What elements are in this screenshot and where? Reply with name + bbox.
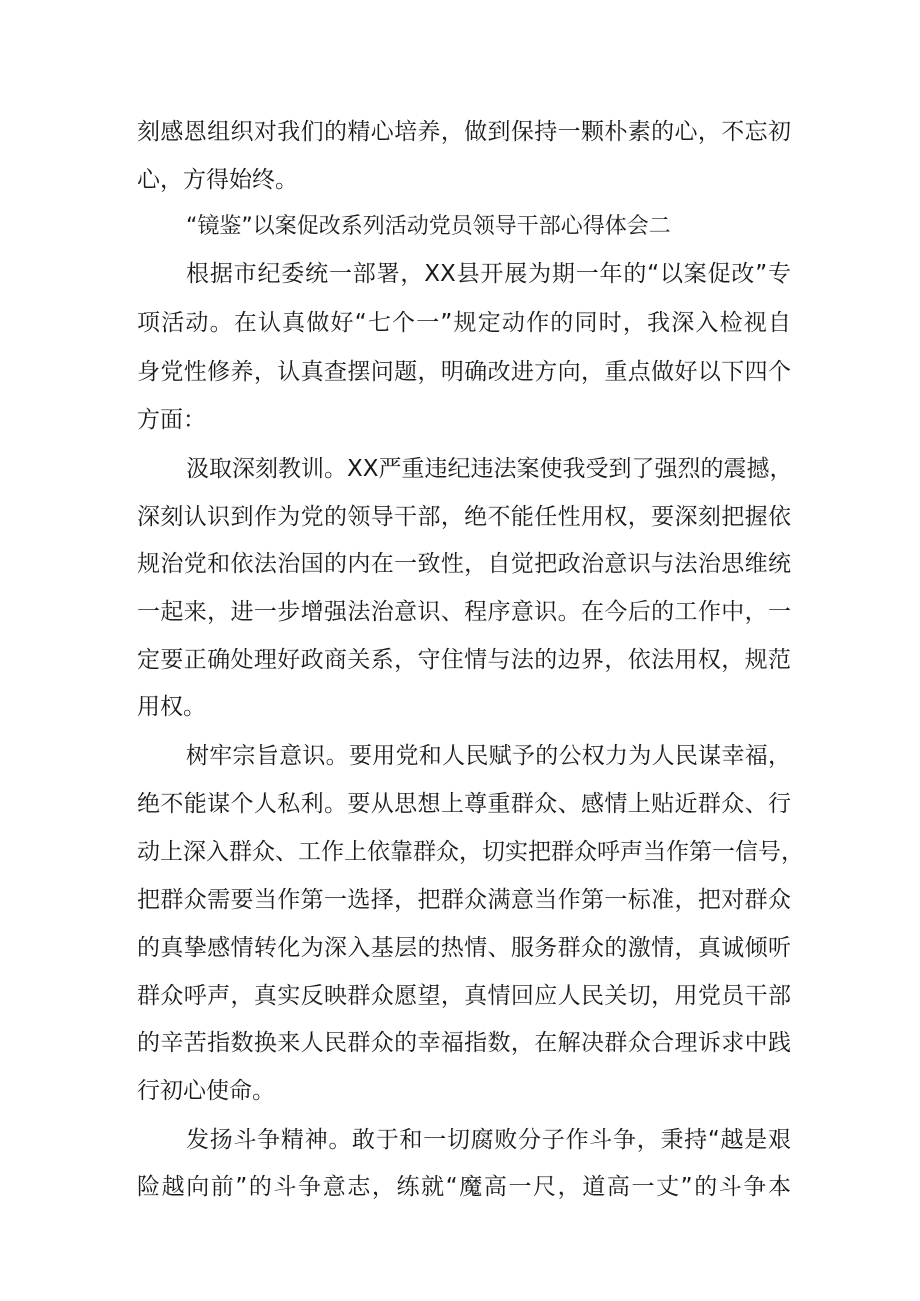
paragraph-line: 的辛苦指数换来人民群众的幸福指数，在解决群众合理诉求中践 [137,1030,791,1056]
section-title: “镜鉴”以案促改系列活动党员领导干部心得体会二 [186,214,671,239]
paragraph-line: 一起来，进一步增强法治意识、程序意识。在今后的工作中，一 [137,599,791,625]
paragraph-line: 心，方得始终。 [137,167,298,193]
paragraph-line: 汲取深刻教训。XX严重违纪违法案使我受到了强烈的震撼， [186,456,793,482]
paragraph-line: 刻感恩组织对我们的精心培养，做到保持一颗朴素的心，不忘初 [137,119,791,145]
paragraph-line: 动上深入群众、工作上依靠群众，切实把群众呼声当作第一信号， [137,839,804,865]
paragraph-line: 发扬斗争精神。敢于和一切腐败分子作斗争，秉持“越是艰 [186,1127,791,1153]
paragraph-line: 把群众需要当作第一选择，把群众满意当作第一标准，把对群众 [137,887,791,913]
paragraph-line: 绝不能谋个人私利。要从思想上尊重群众、感情上贴近群众、行 [137,791,791,817]
paragraph-line: 用权。 [137,694,206,720]
paragraph-line: 根据市纪委统一部署，XX县开展为期一年的“以案促改”专 [186,261,791,287]
paragraph-line: 身党性修养，认真查摆问题，明确改进方向，重点做好以下四个 [137,359,791,385]
paragraph-line: 群众呼声，真实反映群众愿望，真情回应人民关切，用党员干部 [137,983,791,1009]
paragraph-line: 深刻认识到作为党的领导干部，绝不能任性用权，要深刻把握依 [137,504,791,530]
paragraph-line: 的真挚感情转化为深入基层的热情、服务群众的激情，真诚倾听 [137,935,791,961]
paragraph-line: 方面： [137,407,206,433]
paragraph-line: 定要正确处理好政商关系，守住情与法的边界，依法用权，规范 [137,647,791,673]
paragraph-line: 行初心使命。 [137,1078,275,1104]
paragraph-line: 规治党和依法治国的内在一致性，自觉把政治意识与法治思维统 [137,551,791,577]
paragraph-line: 项活动。在认真做好“七个一”规定动作的同时，我深入检视自 [137,310,791,336]
paragraph-line: 险越向前”的斗争意志，练就“魔高一尺，道高一丈”的斗争本 [137,1174,791,1200]
paragraph-line: 树牢宗旨意识。要用党和人民赋予的公权力为人民谋幸福， [186,743,791,769]
